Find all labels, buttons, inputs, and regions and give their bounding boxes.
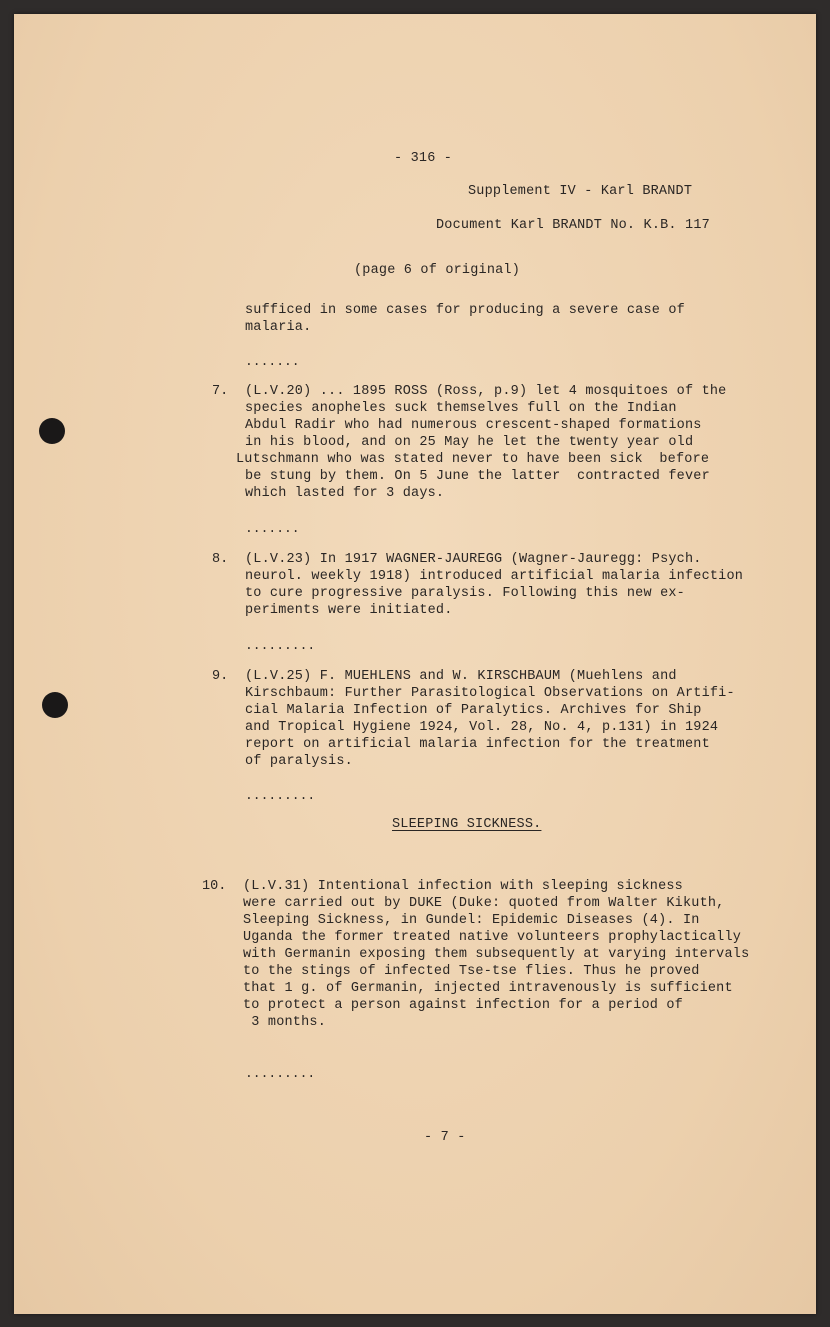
supplement-label: Supplement IV - Karl BRANDT bbox=[468, 184, 693, 199]
footer-page-number: - 7 - bbox=[424, 1130, 466, 1145]
separator-dots: ......... bbox=[245, 788, 316, 803]
separator-dots: ....... bbox=[245, 354, 300, 369]
entry-line: in his blood, and on 25 May he let the twenty year old bbox=[245, 435, 694, 450]
separator-dots: ....... bbox=[245, 521, 300, 536]
intro-line: malaria. bbox=[245, 320, 312, 335]
entry-line: that 1 g. of Germanin, injected intravenously is sufficient bbox=[243, 981, 733, 996]
entry-line: were carried out by DUKE (Duke: quoted from Walter Kikuth, bbox=[243, 896, 725, 911]
entry-number: 8. bbox=[212, 552, 229, 567]
entry-line: 3 months. bbox=[243, 1015, 327, 1030]
entry-number: 10. bbox=[202, 879, 227, 894]
entry-line: with Germanin exposing them subsequently at varying intervals bbox=[243, 947, 750, 962]
entry-line: (L.V.23) In 1917 WAGNER-JAUREGG (Wagner-Jauregg: Psych. bbox=[245, 552, 702, 567]
entry-line: neurol. weekly 1918) introduced artificial malaria infection bbox=[245, 569, 744, 584]
entry-line: be stung by them. On 5 June the latter contracted fever bbox=[245, 469, 710, 484]
entry-number: 7. bbox=[212, 384, 229, 399]
document-page bbox=[14, 14, 816, 1314]
punch-hole-top bbox=[39, 418, 65, 444]
entry-line: to protect a person against infection for a period of bbox=[243, 998, 683, 1013]
document-reference: Document Karl BRANDT No. K.B. 117 bbox=[436, 218, 710, 233]
entry-line: Lutschmann who was stated never to have been sick before bbox=[236, 452, 710, 467]
intro-line: sufficed in some cases for producing a severe case of bbox=[245, 303, 685, 318]
entry-line: to the stings of infected Tse-tse flies. Thus he proved bbox=[243, 964, 700, 979]
entry-line: Kirschbaum: Further Parasitological Observations on Artifi- bbox=[245, 686, 735, 701]
entry-line: species anopheles suck themselves full on the Indian bbox=[245, 401, 677, 416]
entry-line: Uganda the former treated native volunteers prophylactically bbox=[243, 930, 742, 945]
entry-line: cial Malaria Infection of Paralytics. Archives for Ship bbox=[245, 703, 702, 718]
entry-line: periments were initiated. bbox=[245, 603, 453, 618]
original-page-note: (page 6 of original) bbox=[354, 263, 521, 278]
entry-line: (L.V.20) ... 1895 ROSS (Ross, p.9) let 4 mosquitoes of the bbox=[245, 384, 727, 399]
entry-line: (L.V.31) Intentional infection with sleeping sickness bbox=[243, 879, 683, 894]
entry-line: Sleeping Sickness, in Gundel: Epidemic Diseases (4). In bbox=[243, 913, 700, 928]
entry-line: report on artificial malaria infection for the treatment bbox=[245, 737, 710, 752]
entry-line: Abdul Radir who had numerous crescent-shaped formations bbox=[245, 418, 702, 433]
section-heading: SLEEPING SICKNESS. bbox=[392, 817, 542, 832]
separator-dots: ......... bbox=[245, 1066, 316, 1081]
entry-number: 9. bbox=[212, 669, 229, 684]
entry-line: which lasted for 3 days. bbox=[245, 486, 445, 501]
entry-line: to cure progressive paralysis. Following this new ex- bbox=[245, 586, 685, 601]
entry-line: and Tropical Hygiene 1924, Vol. 28, No. 4, p.131) in 1924 bbox=[245, 720, 719, 735]
entry-line: of paralysis. bbox=[245, 754, 353, 769]
entry-line: (L.V.25) F. MUEHLENS and W. KIRSCHBAUM (Muehlens and bbox=[245, 669, 677, 684]
punch-hole-bottom bbox=[42, 692, 68, 718]
page-number: - 316 - bbox=[394, 151, 453, 166]
separator-dots: ......... bbox=[245, 638, 316, 653]
